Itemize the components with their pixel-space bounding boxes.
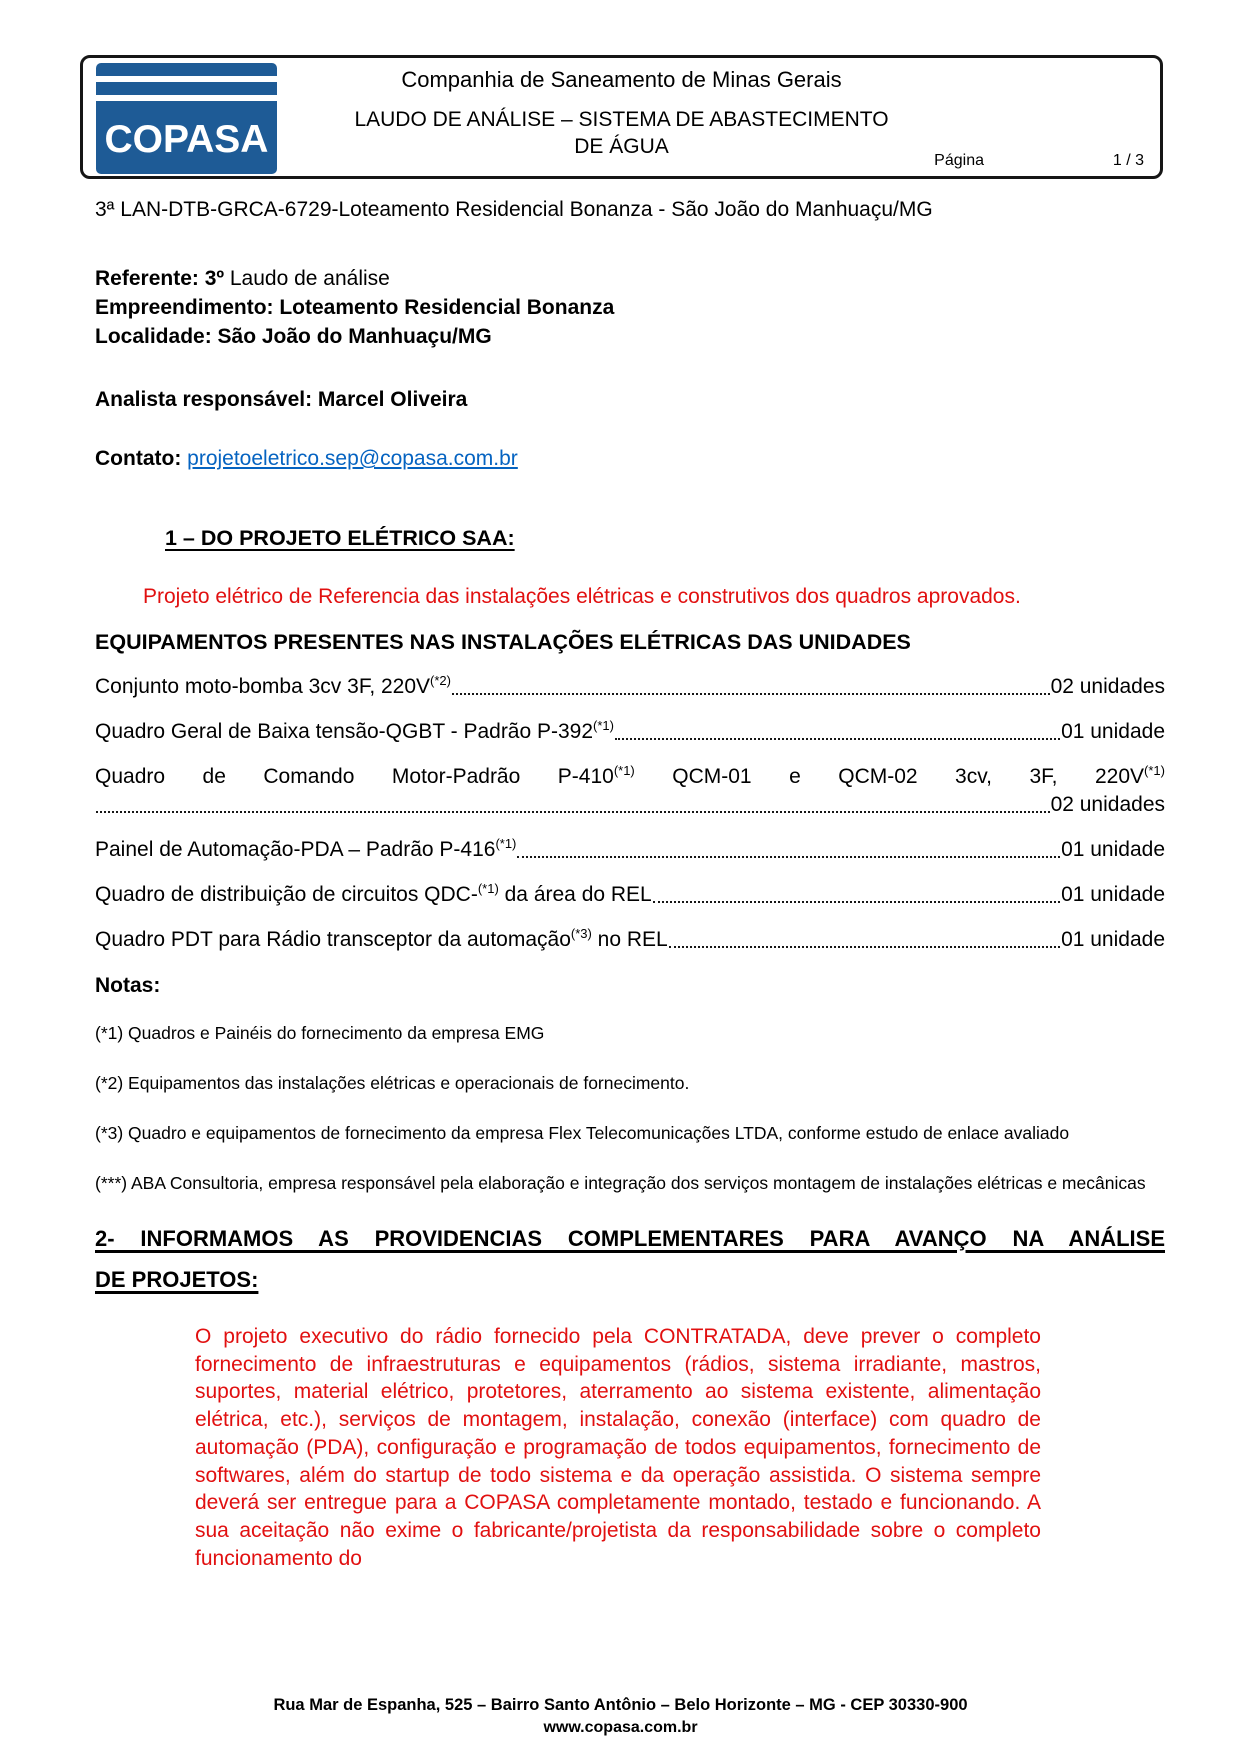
section1-red-note: Projeto elétrico de Referencia das instalações elétricas e construtivos dos quadros aprovados. [143, 585, 1021, 608]
footer-website: www.copasa.com.br [543, 1719, 698, 1736]
note-item: (*1) Quadros e Painéis do fornecimento da empresa EMG [95, 1023, 545, 1043]
note-item: (*2) Equipamentos das instalações elétricas e operacionais de fornecimento. [95, 1073, 690, 1093]
dot-leader [96, 811, 1050, 813]
equipment-text [95, 836, 516, 864]
section2-red-paragraph: O projeto executivo do rádio fornecido pela CONTRATADA, deve prever o completo fornecimento de infraestruturas e equipamentos (rádios, sistema irradiante, mastros, suportes, material elétrico, protetores, aterramento ao sistema existente, alimentação elétrica, etc.), serviços de montagem, instalação, conexão (interface) com quadro de automação (PDA), configuração e programação de todos equipamentos, fornecimento de softwares, além do startup de todo sistema e da operação assistida. O sistema sempre deverá ser entregue para a COPASA completamente montado, testado e funcionando. A sua aceitação não exime o fabricante/projetista da responsabilidade sobre o completo funcionamento do [195, 1325, 1041, 1570]
page-footer [0, 1694, 1241, 1739]
logo-wordmark: COPASA [104, 118, 269, 161]
notes-list [95, 1018, 1165, 1199]
equipment-qty: 01 unidade [1061, 883, 1165, 906]
equipment-desc: Quadro Geral de Baixa tensão-QGBT - Padrão P-392 [95, 720, 594, 743]
footnote-ref: (*1) [593, 718, 614, 733]
equipment-text [95, 763, 1165, 791]
contact-email-link[interactable]: projetoeletrico.sep@copasa.com.br [187, 447, 518, 470]
equipment-item [95, 673, 1165, 701]
document-title-line2: DE ÁGUA [574, 135, 669, 158]
contato-line [95, 444, 1165, 473]
equipment-text [95, 881, 652, 909]
footnote-ref: (*1) [1144, 763, 1165, 778]
equipment-desc: Quadro PDT para Rádio transceptor da automação [95, 928, 571, 951]
equipment-qty: 01 unidade [1061, 928, 1165, 951]
equipment-text [95, 718, 614, 746]
section2-heading-line1: 2- INFORMAMOS AS PROVIDENCIAS COMPLEMENTARES PARA AVANÇO NA ANÁLISE [95, 1226, 1165, 1251]
equipment-desc: Quadro de distribuição de circuitos QDC- [95, 883, 478, 906]
dot-leader [517, 856, 1060, 858]
footnote-ref: (*3) [570, 926, 592, 941]
localidade-line: Localidade: São João do Manhuaçu/MG [95, 325, 492, 348]
equipment-heading: EQUIPAMENTOS PRESENTES NAS INSTALAÇÕES ELÉTRICAS DAS UNIDADES [95, 630, 911, 654]
details-block [95, 264, 1165, 351]
dot-leader [452, 693, 1050, 695]
note-item: (*3) Quadro e equipamentos de fornecimento da empresa Flex Telecomunicações LTDA, conforme estudo de enlace avaliado [95, 1123, 1070, 1143]
equipment-list [95, 673, 1165, 954]
footnote-ref: (*1) [495, 836, 517, 851]
equipment-item [95, 718, 1165, 746]
equipment-item [95, 836, 1165, 864]
document-header [80, 55, 1163, 179]
logo-stripe [96, 95, 277, 101]
logo-stripe [96, 76, 277, 82]
contato-label: Contato: [95, 447, 182, 470]
section2-heading-line2: DE PROJETOS: [95, 1267, 259, 1292]
analista-line: Analista responsável: Marcel Oliveira [95, 388, 468, 411]
reference-line: 3ª LAN-DTB-GRCA-6729-Loteamento Residencial Bonanza - São João do Manhuaçu/MG [95, 198, 933, 221]
referente-value: Laudo de análise [224, 267, 390, 290]
equipment-qty: 01 unidade [1061, 838, 1165, 861]
notes-label: Notas: [95, 974, 161, 997]
equipment-desc: Painel de Automação-PDA – Padrão P-416 [95, 838, 496, 861]
section2-heading [95, 1218, 1165, 1300]
equipment-qty: 02 unidades [1050, 675, 1165, 698]
footnote-ref: (*1) [477, 881, 499, 896]
footer-address: Rua Mar de Espanha, 525 – Bairro Santo Antônio – Belo Horizonte – MG - CEP 30330-900 [273, 1696, 968, 1714]
company-name: Companhia de Saneamento de Minas Gerais [401, 67, 842, 92]
document-title-line1: LAUDO DE ANÁLISE – SISTEMA DE ABASTECIMENTO [354, 108, 889, 131]
equipment-qty: 02 unidades [1050, 793, 1165, 816]
equipment-text [95, 926, 668, 954]
equipment-desc: no REL [591, 928, 668, 951]
footnote-ref: (*2) [430, 673, 451, 688]
equipment-qty: 01 unidade [1061, 720, 1165, 743]
equipment-item [95, 881, 1165, 909]
section1-heading: 1 – DO PROJETO ELÉTRICO SAA: [165, 526, 515, 550]
equipment-desc: da área do REL [498, 883, 652, 906]
empreendimento-line: Empreendimento: Loteamento Residencial Bonanza [95, 296, 615, 319]
dot-leader [653, 901, 1060, 903]
equipment-item [95, 926, 1165, 954]
referente-label: Referente: 3º [95, 267, 225, 290]
equipment-desc: QCM-01 e QCM-02 3cv, 3F, 220V [634, 765, 1145, 788]
equipment-qty-row [95, 791, 1165, 819]
equipment-text [95, 673, 451, 701]
dot-leader [669, 946, 1060, 948]
equipment-desc: Conjunto moto-bomba 3cv 3F, 220V [95, 675, 431, 698]
dot-leader [615, 738, 1060, 740]
equipment-desc: Quadro de Comando Motor-Padrão P-410 [95, 765, 614, 788]
page-number: 1 / 3 [1112, 152, 1144, 169]
page-label: Página [934, 152, 984, 169]
note-item: (***) ABA Consultoria, empresa responsável pela elaboração e integração dos serviços montagem de instalações elétricas e mecânicas [95, 1173, 1146, 1193]
copasa-logo [96, 63, 277, 174]
footnote-ref: (*1) [613, 763, 635, 778]
equipment-item [95, 763, 1165, 819]
document-body [95, 195, 1165, 1572]
referente-line [95, 264, 1165, 293]
